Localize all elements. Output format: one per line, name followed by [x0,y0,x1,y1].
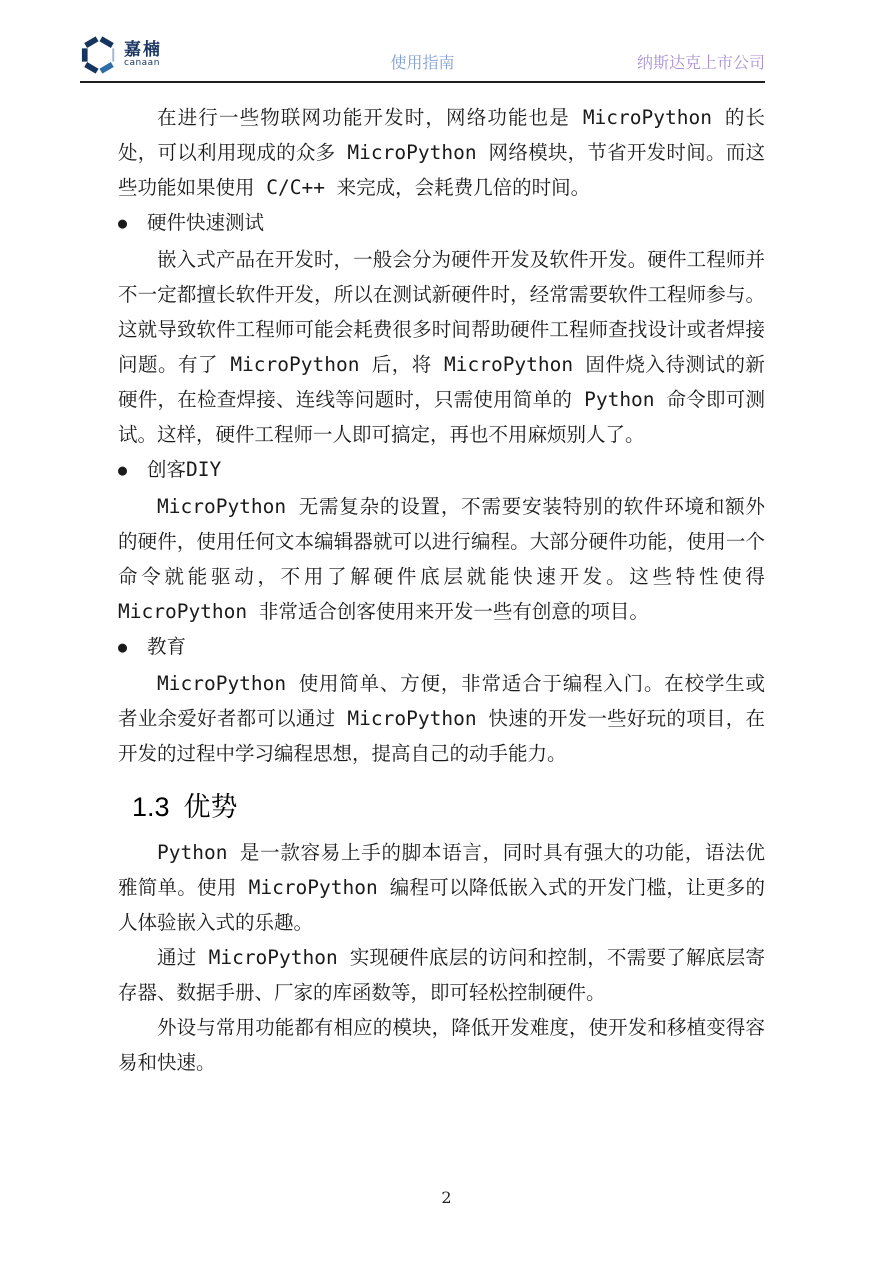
paragraph-peripheral-modules: 外设与常用功能都有相应的模块，降低开发难度，使开发和移植变得容易和快速。 [118,1016,765,1074]
document-body [118,100,765,1080]
paragraph-hardware-access: 通过 MicroPython 实现硬件底层的访问和控制，不需要了解底层寄存器、数据手册、厂家的库函数等，即可轻松控制硬件。 [118,946,765,1004]
paragraph-hardware-test: 嵌入式产品在开发时，一般会分为硬件开发及软件开发。硬件工程师并不一定都擅长软件开发，所以在测试新硬件时，经常需要软件工程师参与。这就导致软件工程师可能会耗费很多时间帮助硬件工程师查找设计或者焊接问题。有了 MicroPython 后，将 MicroPython 固件烧入待测试的新硬件，在检查焊接、连线等问题时，只需使用简单的 Python 命令即可测试。这样，硬件工程师一人即可搞定，再也不用麻烦别人了。 [118,248,765,446]
bullet-item-hardware-test [118,205,765,242]
canaan-hexagon-icon [80,35,118,75]
header-doc-title: 使用指南 [390,53,455,72]
section-heading-advantages [132,787,765,827]
bullet-label-maker-diy: 创客DIY [147,458,222,481]
logo-brand-cn: 嘉楠 [124,40,162,60]
bullet-label-education: 教育 [147,635,187,658]
bullet-item-maker-diy [118,452,765,489]
canaan-logo [80,35,162,75]
page-header [80,30,765,83]
paragraph-iot: 在进行一些物联网功能开发时，网络功能也是 MicroPython 的长处，可以利用现成的众多 MicroPython 网络模块，节省开发时间。而这些功能如果使用 C/C++ 来完成，会耗费几倍的时间。 [118,106,765,199]
paragraph-education: MicroPython 使用简单、方便，非常适合于编程入门。在校学生或者业余爱好者都可以通过 MicroPython 快速的开发一些好玩的项目，在开发的过程中学习编程思想，提高自己的动手能力。 [118,672,765,765]
page-number: 2 [441,1188,452,1207]
section-number: 1.3 [132,792,170,822]
bullet-icon: ● [118,214,128,232]
bullet-icon: ● [118,461,128,479]
logo-brand-en: canaan [124,58,160,68]
logo-wordmark [124,42,162,68]
bullet-icon: ● [118,638,128,656]
bullet-item-education [118,629,765,666]
section-title: 优势 [183,792,238,822]
page-footer [0,1188,893,1207]
paragraph-python-intro: Python 是一款容易上手的脚本语言，同时具有强大的功能，语法优雅简单。使用 MicroPython 编程可以降低嵌入式的开发门槛，让更多的人体验嵌入式的乐趣。 [118,841,765,934]
paragraph-maker-diy: MicroPython 无需复杂的设置，不需要安装特别的软件环境和额外的硬件，使用任何文本编辑器就可以进行编程。大部分硬件功能，使用一个命令就能驱动，不用了解硬件底层就能快速开发。这些特性使得 MicroPython 非常适合创客使用来开发一些有创意的项目。 [118,495,765,623]
bullet-label-hardware-test: 硬件快速测试 [147,211,265,234]
header-company-tagline: 纳斯达克上市公司 [636,53,765,72]
